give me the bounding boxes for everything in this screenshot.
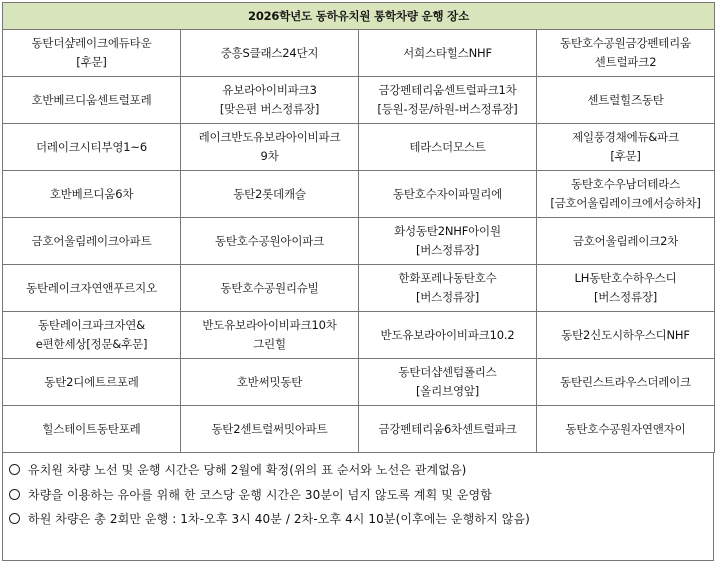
stop-detail: [후문] (76, 55, 107, 69)
stop-name: 금강펜테리움6차센트럴파크 (378, 421, 517, 436)
table-cell (181, 30, 359, 77)
notes-cell (3, 453, 714, 561)
table-cell (359, 359, 537, 406)
table-row (3, 218, 715, 265)
circle-bullet-icon (9, 464, 20, 475)
table-cell (3, 359, 181, 406)
stop-name: 금강펜테리움센트럴파크1차 (378, 83, 517, 98)
stop-name: 동탄호수공원아이파크 (214, 233, 325, 248)
stop-name: 반도유보라아이비파크10차 (202, 318, 337, 333)
table-row (3, 359, 715, 406)
table-row (3, 312, 715, 359)
stop-detail: [올리브영앞] (415, 384, 480, 398)
stop-name: 동탄레이크파크자연& (38, 318, 145, 333)
stop-name: 동탄2디에트르포레 (44, 374, 139, 389)
stop-detail: [맞은편 버스정류장] (219, 102, 320, 116)
stop-detail: e편한세상[정문&후문] (35, 337, 148, 351)
stop-name: 금호어울림레이크아파트 (31, 233, 152, 248)
stop-name: 동탄호수공원자연앤자이 (565, 421, 686, 436)
note-item (9, 483, 707, 508)
bus-stop-table (2, 2, 715, 453)
table-row (3, 124, 715, 171)
table-cell (181, 218, 359, 265)
stop-detail: [등원-정문/하원-버스정류장] (377, 102, 518, 116)
stop-name: 테라스더모스트 (409, 139, 486, 154)
table-cell (537, 30, 715, 77)
table-cell (537, 406, 715, 453)
table-cell (359, 218, 537, 265)
table-cell (537, 171, 715, 218)
table-row (3, 406, 715, 453)
document (2, 2, 714, 561)
stop-name: 레이크반도유보라아이비파크 (198, 130, 341, 145)
table-cell (359, 30, 537, 77)
note-item (9, 458, 707, 483)
circle-bullet-icon (9, 513, 20, 524)
table-cell (359, 265, 537, 312)
table-cell (537, 77, 715, 124)
table-row (3, 265, 715, 312)
stop-detail: [후문] (610, 149, 641, 163)
stop-name: 동탄레이크자연앤푸르지오 (26, 280, 157, 295)
table-cell (359, 77, 537, 124)
note-text: 차량을 이용하는 유아를 위해 한 코스당 운행 시간은 30분이 넘지 않도록 계획 및 운영함 (28, 487, 492, 502)
table-cell (181, 171, 359, 218)
stop-name: 동탄호수자이파밀리에 (392, 186, 503, 201)
stop-name: 유보라아이비파크3 (222, 83, 317, 98)
table-row (3, 171, 715, 218)
note-item (9, 507, 707, 532)
stop-name: 동탄더샵센텀폴리스 (398, 365, 497, 380)
table-cell (359, 312, 537, 359)
table-cell (3, 218, 181, 265)
stop-name: 호반써밋동탄 (236, 374, 303, 389)
stop-name: 금호어울림레이크2차 (572, 233, 679, 248)
table-cell (3, 171, 181, 218)
stop-name: 호반베르디움센트럴포레 (31, 92, 152, 107)
table-cell (181, 406, 359, 453)
stop-detail: [버스정류장] (593, 290, 658, 304)
table-cell (181, 265, 359, 312)
stop-detail: [금호어울림레이크에서승하차] (550, 196, 701, 210)
stop-name: 호반베르디움6차 (49, 186, 134, 201)
stop-name: 동탄호수우남더테라스 (570, 177, 681, 192)
stop-detail: 9차 (260, 149, 279, 163)
table-row (3, 77, 715, 124)
table-cell (359, 171, 537, 218)
table-cell (3, 30, 181, 77)
stop-name: 중흥S클래스24단지 (220, 45, 319, 60)
table-title: 2026학년도 동하유치원 통학차량 운행 장소 (3, 3, 715, 30)
stop-name: 서희스타힐스NHF (403, 45, 492, 60)
stop-name: 반도유보라아이비파크10.2 (380, 327, 515, 342)
stop-name: 화성동탄2NHF아이원 (394, 224, 501, 239)
stop-name: 동탄2롯데캐슬 (233, 186, 306, 201)
table-cell (3, 312, 181, 359)
stop-name: 더레이크시티부영1~6 (36, 139, 147, 154)
notes-table (2, 452, 714, 561)
stop-name: 제일풍경채에듀&파크 (572, 130, 679, 145)
table-cell (359, 406, 537, 453)
stop-name: 동탄호수공원리슈빌 (220, 280, 319, 295)
table-cell (537, 265, 715, 312)
stop-name: 동탄호수공원금강펜테리움 (560, 36, 691, 51)
table-cell (537, 359, 715, 406)
table-cell (3, 124, 181, 171)
table-cell (537, 124, 715, 171)
circle-bullet-icon (9, 489, 20, 500)
stop-name: LH동탄호수하우스디 (574, 271, 677, 286)
stop-name: 동탄2신도시하우스디NHF (561, 327, 690, 342)
stop-detail: [버스정류장] (415, 290, 480, 304)
table-cell (181, 312, 359, 359)
note-text: 하원 차량은 총 2회만 운행 : 1차-오후 3시 40분 / 2차-오후 4시 10분(이후에는 운행하지 않음) (28, 512, 530, 527)
stop-name: 힐스테이트동탄포레 (42, 421, 141, 436)
table-cell (537, 312, 715, 359)
table-cell (181, 77, 359, 124)
stop-detail: 그린힐 (253, 337, 286, 351)
table-cell (3, 77, 181, 124)
table-cell (3, 406, 181, 453)
stop-name: 센트럴힐즈동탄 (587, 92, 664, 107)
stop-name: 한화포레나동탄호수 (398, 271, 497, 286)
table-row (3, 30, 715, 77)
stop-detail: [버스정류장] (415, 243, 480, 257)
stop-detail: 센트럴파크2 (594, 55, 657, 69)
table-cell (537, 218, 715, 265)
stop-name: 동탄더샾레이크에듀타운 (31, 36, 152, 51)
table-cell (3, 265, 181, 312)
table-cell (359, 124, 537, 171)
stop-name: 동탄2센트럴써밋아파트 (211, 421, 328, 436)
table-cell (181, 359, 359, 406)
stop-name: 동탄린스트라우스더레이크 (560, 374, 691, 389)
table-cell (181, 124, 359, 171)
note-text: 유치원 차량 노선 및 운행 시간은 당해 2월에 확정(위의 표 순서와 노선은 관계없음) (28, 463, 467, 477)
